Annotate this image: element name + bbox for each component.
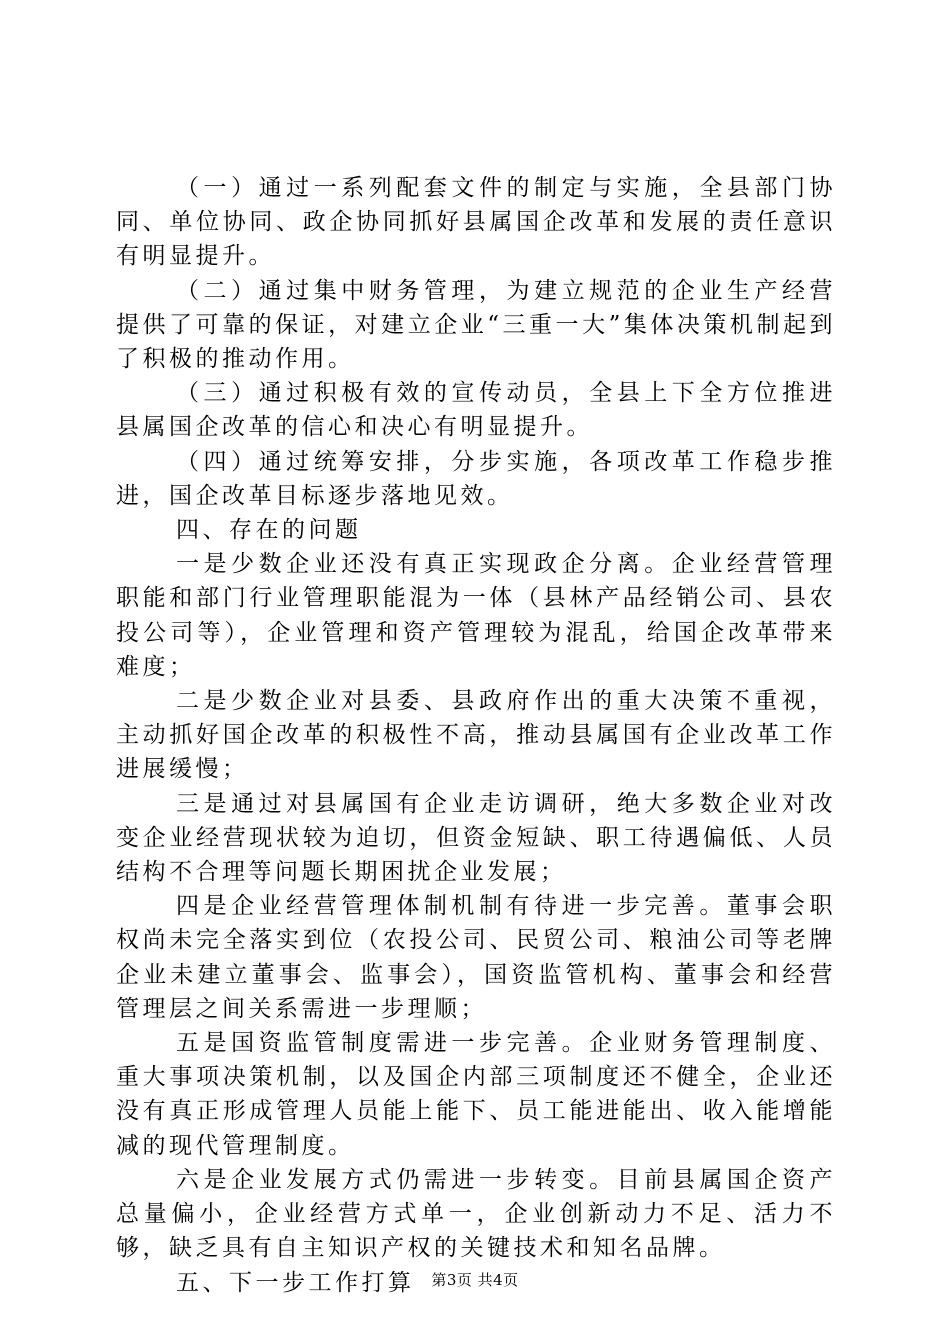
page-number-footer: 第3页 共4页	[431, 1271, 519, 1289]
section-heading-problems: 四、存在的问题	[176, 517, 362, 544]
paragraph-problem-3: 三是通过对县属国有企业走访调研，绝大多数企业对改变企业经营现状较为迫切，但资金短缺、职工待遇偏低、人员结构不合理等问题长期困扰企业发展；	[116, 790, 836, 886]
paragraph-problem-2: 二是少数企业对县委、县政府作出的重大决策不重视，主动抓好国企改革的积极性不高，推动县属国有企业改革工作进展缓慢；	[116, 688, 836, 783]
paragraph-2: （二）通过集中财务管理，为建立规范的企业生产经营提供了可靠的保证，对建立企业“三重一大”集体决策机制起到了积极的推动作用。	[116, 277, 836, 373]
paragraph-1: （一）通过一系列配套文件的制定与实施，全县部门协同、单位协同、政企协同抓好县属国企改革和发展的责任意识有明显提升。	[116, 175, 836, 270]
section-heading-next-steps: 五、下一步工作打算	[176, 1269, 415, 1296]
paragraph-problem-4: 四是企业经营管理体制机制有待进一步完善。董事会职权尚未完全落实到位（农投公司、民贸公司、粮油公司等老牌企业未建立董事会、监事会），国资监管机构、董事会和经营管理层之间关系需进一步理顺；	[116, 893, 836, 1022]
paragraph-4: （四）通过统筹安排，分步实施，各项改革工作稳步推进，国企改革目标逐步落地见效。	[116, 448, 836, 509]
paragraph-problem-1: 一是少数企业还没有真正实现政企分离。企业经营管理职能和部门行业管理职能混为一体（县林产品经销公司、县农投公司等），企业管理和资产管理较为混乱，给国企改革带来难度；	[116, 551, 836, 680]
document-body	[116, 171, 836, 1300]
paragraph-3: （三）通过积极有效的宣传动员，全县上下全方位推进县属国企改革的信心和决心有明显提升。	[116, 380, 836, 441]
paragraph-problem-5: 五是国资监管制度需进一步完善。企业财务管理制度、重大事项决策机制，以及国企内部三项制度还不健全，企业还没有真正形成管理人员能上能下、员工能进能出、收入能增能减的现代管理制度。	[116, 1030, 836, 1159]
paragraph-problem-6: 六是企业发展方式仍需进一步转变。目前县属国企资产总量偏小，企业经营方式单一，企业创新动力不足、活力不够，缺乏具有自主知识产权的关键技术和知名品牌。	[116, 1166, 836, 1262]
